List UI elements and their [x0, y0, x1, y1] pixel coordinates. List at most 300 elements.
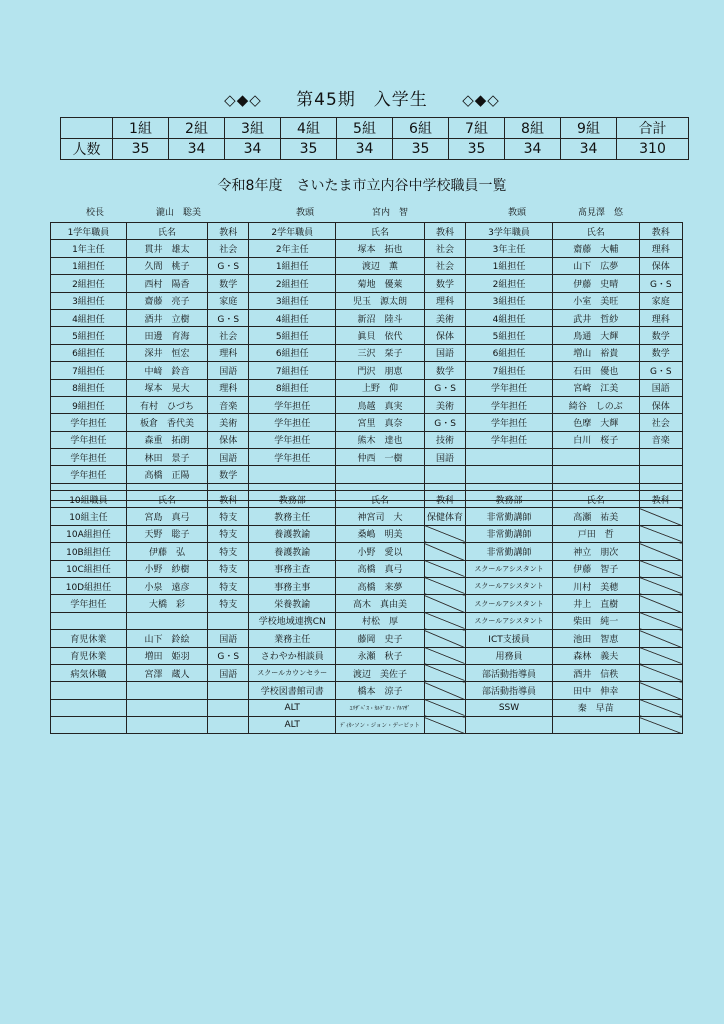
- column-header: 10組職員: [51, 491, 127, 508]
- support-staff-row: [51, 717, 683, 734]
- table-cell: 学年担任: [51, 431, 127, 448]
- table-cell: ｴﾘｻﾞﾍﾞｽ・ｶﾙﾃﾞﾛﾝ・ｱﾙﾏｻﾞ: [336, 699, 425, 716]
- table-cell: 病気休職: [51, 664, 127, 681]
- table-cell: 学校地域連携CN: [249, 612, 336, 629]
- table-cell: 齋藤 大輔: [552, 240, 639, 257]
- table-cell: [639, 682, 682, 699]
- table-cell: [51, 699, 127, 716]
- table-cell: 特支: [208, 508, 249, 525]
- support-staff-row: [51, 682, 683, 699]
- table-cell: 三沢 栞子: [336, 344, 425, 361]
- table-cell: 9組担任: [51, 396, 127, 413]
- table-cell: 小野 紗樹: [126, 560, 207, 577]
- table-cell: 保健体育: [424, 508, 465, 525]
- table-cell: [51, 612, 127, 629]
- table-cell: 部活動指導員: [466, 664, 553, 681]
- support-staff-row: [51, 630, 683, 647]
- table-cell: 鳥越 真実: [336, 396, 425, 413]
- principal-line: [86, 205, 215, 218]
- table-cell: 菊地 優萊: [336, 275, 425, 292]
- table-cell: G・S: [639, 275, 682, 292]
- table-cell: 3組担任: [51, 292, 127, 309]
- table-cell: [639, 664, 682, 681]
- table-cell: [208, 699, 249, 716]
- table-cell: 深井 恒宏: [126, 344, 207, 361]
- grade-staff-row: [51, 344, 683, 361]
- support-staff-row: [51, 612, 683, 629]
- table-cell: 家庭: [639, 292, 682, 309]
- grade-staff-row: [51, 431, 683, 448]
- table-cell: [639, 466, 682, 483]
- table-cell: 非常勤講師: [466, 525, 553, 542]
- table-cell: 特支: [208, 577, 249, 594]
- table-cell: 齋藤 亮子: [126, 292, 207, 309]
- table-cell: 伊藤 史晴: [552, 275, 639, 292]
- table-cell: [424, 612, 465, 629]
- table-cell: 橋本 涼子: [336, 682, 425, 699]
- table-cell: 非常勤講師: [466, 508, 553, 525]
- table-cell: [424, 525, 465, 542]
- support-staff-header-row: [51, 491, 683, 508]
- table-cell: 業務主任: [249, 630, 336, 647]
- table-cell: 高橋 来夢: [336, 577, 425, 594]
- table-cell: ALT: [249, 717, 336, 734]
- column-header: 氏名: [336, 491, 425, 508]
- table-cell: 西村 陽香: [126, 275, 207, 292]
- table-cell: 学年担任: [466, 431, 553, 448]
- table-cell: 新沼 陸斗: [336, 309, 425, 326]
- table-cell: 10B組担任: [51, 543, 127, 560]
- table-cell: 国語: [424, 449, 465, 466]
- column-header: 教科: [639, 223, 682, 240]
- vice-principal-line-1: [296, 205, 422, 218]
- grade-staff-row: [51, 466, 683, 483]
- grade-staff-row: [51, 414, 683, 431]
- table-cell: 宮里 真奈: [336, 414, 425, 431]
- table-cell: 貫井 雄太: [126, 240, 207, 257]
- table-cell: 渡辺 薫: [336, 257, 425, 274]
- table-cell: 5組担任: [249, 327, 336, 344]
- table-cell: [639, 577, 682, 594]
- table-cell: 眞貝 依代: [336, 327, 425, 344]
- table-cell: 美術: [424, 309, 465, 326]
- table-cell: G・S: [424, 379, 465, 396]
- table-cell: 社会: [639, 414, 682, 431]
- table-cell: 武井 哲紗: [552, 309, 639, 326]
- grade-staff-row: [51, 396, 683, 413]
- table-cell: 国語: [424, 344, 465, 361]
- table-cell: 2組担任: [466, 275, 553, 292]
- table-cell: 国語: [208, 449, 249, 466]
- support-staff-table: [50, 490, 683, 734]
- table-cell: [424, 630, 465, 647]
- table-cell: 森重 拓朗: [126, 431, 207, 448]
- table-cell: [424, 717, 465, 734]
- table-cell: ALT: [249, 699, 336, 716]
- table-cell: [639, 595, 682, 612]
- table-cell: 井上 直樹: [552, 595, 639, 612]
- table-cell: 7組担任: [249, 362, 336, 379]
- table-cell: 社会: [208, 240, 249, 257]
- table-cell: 技術: [424, 431, 465, 448]
- table-cell: ICT支援員: [466, 630, 553, 647]
- support-staff-row: [51, 647, 683, 664]
- table-cell: [424, 682, 465, 699]
- table-cell: [639, 543, 682, 560]
- table-cell: 7組担任: [466, 362, 553, 379]
- grade-staff-row: [51, 309, 683, 326]
- table-cell: [126, 612, 207, 629]
- table-cell: 8組担任: [51, 379, 127, 396]
- table-cell: 理科: [639, 240, 682, 257]
- table-cell: [639, 449, 682, 466]
- table-cell: 仲西 一樹: [336, 449, 425, 466]
- table-cell: 学年担任: [466, 379, 553, 396]
- table-cell: 理科: [208, 379, 249, 396]
- table-cell: 社会: [208, 327, 249, 344]
- table-cell: 4組担任: [466, 309, 553, 326]
- table-cell: 社会: [424, 240, 465, 257]
- table-cell: 山下 広夢: [552, 257, 639, 274]
- table-cell: 塚本 晃大: [126, 379, 207, 396]
- table-cell: 非常勤講師: [466, 543, 553, 560]
- column-header: 教務部: [466, 491, 553, 508]
- table-cell: 美術: [208, 414, 249, 431]
- table-cell: 柴田 純一: [552, 612, 639, 629]
- table-cell: 事務主査: [249, 560, 336, 577]
- table-cell: 特支: [208, 560, 249, 577]
- enrollment-count-row: [61, 139, 689, 160]
- table-cell: [424, 577, 465, 594]
- column-header: 氏名: [336, 223, 425, 240]
- table-cell: 国語: [208, 664, 249, 681]
- table-cell: 学年担任: [249, 431, 336, 448]
- table-cell: [208, 612, 249, 629]
- table-cell: 10A組担任: [51, 525, 127, 542]
- column-header: 教務部: [249, 491, 336, 508]
- table-cell: [639, 647, 682, 664]
- enrollment-heading-text: 第45期 入学生: [296, 90, 428, 110]
- table-cell: 学年担任: [51, 414, 127, 431]
- table-cell: 増山 裕貴: [552, 344, 639, 361]
- table-cell: 田邊 育海: [126, 327, 207, 344]
- table-cell: 山下 鈴絵: [126, 630, 207, 647]
- table-cell: 国語: [208, 630, 249, 647]
- table-cell: 養護教諭: [249, 525, 336, 542]
- table-cell: 1年主任: [51, 240, 127, 257]
- table-cell: 6組担任: [51, 344, 127, 361]
- table-cell: 中﨑 鈴音: [126, 362, 207, 379]
- table-cell: さわやか相談員: [249, 647, 336, 664]
- table-cell: G・S: [639, 362, 682, 379]
- table-cell: スクールアシスタント: [466, 612, 553, 629]
- table-cell: 栄養教諭: [249, 595, 336, 612]
- table-cell: 酒井 信秩: [552, 664, 639, 681]
- table-cell: 神立 朋次: [552, 543, 639, 560]
- table-cell: [51, 682, 127, 699]
- table-cell: [639, 560, 682, 577]
- column-header: 2学年職員: [249, 223, 336, 240]
- grade-staff-row: [51, 327, 683, 344]
- column-header: 教科: [208, 491, 249, 508]
- table-cell: 5組担任: [51, 327, 127, 344]
- table-cell: 宮澤 蔵人: [126, 664, 207, 681]
- table-cell: 桑嶋 明美: [336, 525, 425, 542]
- table-cell: 養護教諭: [249, 543, 336, 560]
- table-cell: [126, 699, 207, 716]
- table-cell: 増田 姫羽: [126, 647, 207, 664]
- table-cell: 7組担任: [51, 362, 127, 379]
- table-cell: 熊木 達也: [336, 431, 425, 448]
- grade-staff-row: [51, 275, 683, 292]
- table-cell: 白川 桜子: [552, 431, 639, 448]
- table-cell: 保体: [208, 431, 249, 448]
- table-cell: 板倉 香代美: [126, 414, 207, 431]
- enrollment-total-cell: 310: [617, 139, 689, 160]
- support-staff-row: [51, 577, 683, 594]
- table-cell: 社会: [424, 257, 465, 274]
- table-cell: 部活動指導員: [466, 682, 553, 699]
- table-cell: 教務主任: [249, 508, 336, 525]
- enrollment-header-row: [61, 118, 689, 139]
- table-cell: 大橋 彩: [126, 595, 207, 612]
- table-cell: 保体: [639, 396, 682, 413]
- table-cell: 1組担任: [466, 257, 553, 274]
- support-staff-row: [51, 699, 683, 716]
- table-cell: 藤岡 史子: [336, 630, 425, 647]
- table-cell: 理科: [208, 344, 249, 361]
- table-cell: [639, 630, 682, 647]
- table-cell: 高橋 真弓: [336, 560, 425, 577]
- table-cell: 伊藤 弘: [126, 543, 207, 560]
- table-cell: [639, 612, 682, 629]
- leader-role: 校長: [86, 208, 105, 218]
- table-cell: [424, 699, 465, 716]
- table-cell: 鳥通 大輝: [552, 327, 639, 344]
- table-cell: 学年担任: [466, 396, 553, 413]
- table-cell: 学年担任: [466, 414, 553, 431]
- table-cell: 学年担任: [249, 414, 336, 431]
- table-cell: 理科: [424, 292, 465, 309]
- table-cell: 4組担任: [249, 309, 336, 326]
- table-cell: 数学: [639, 327, 682, 344]
- table-cell: [249, 466, 336, 483]
- table-cell: 4組担任: [51, 309, 127, 326]
- column-header: 3学年職員: [466, 223, 553, 240]
- column-header: 氏名: [126, 491, 207, 508]
- enrollment-header-cell: 5組: [337, 118, 393, 139]
- table-cell: 学年担任: [249, 396, 336, 413]
- table-cell: 村松 厚: [336, 612, 425, 629]
- table-cell: SSW: [466, 699, 553, 716]
- column-header: 氏名: [126, 223, 207, 240]
- column-header: 教科: [424, 491, 465, 508]
- table-cell: 1組担任: [51, 257, 127, 274]
- table-cell: 数学: [208, 275, 249, 292]
- table-cell: 久間 桃子: [126, 257, 207, 274]
- table-cell: 3組担任: [249, 292, 336, 309]
- leader-role: 教頭: [296, 208, 315, 218]
- table-cell: 門沢 朋恵: [336, 362, 425, 379]
- grade-staff-row: [51, 379, 683, 396]
- table-cell: 数学: [639, 344, 682, 361]
- table-cell: [424, 647, 465, 664]
- enrollment-header-cell: 9組: [561, 118, 617, 139]
- table-cell: 学年担任: [249, 449, 336, 466]
- table-cell: [126, 717, 207, 734]
- column-header: 教科: [424, 223, 465, 240]
- table-cell: スクールアシスタント: [466, 595, 553, 612]
- enrollment-row-label: 人数: [61, 139, 113, 160]
- table-cell: 神宮司 大: [336, 508, 425, 525]
- table-cell: 小泉 遠彦: [126, 577, 207, 594]
- enrollment-heading: [0, 85, 724, 110]
- table-cell: 田中 伸幸: [552, 682, 639, 699]
- enrollment-count-cell: 34: [169, 139, 225, 160]
- table-cell: スクールカウンセラー: [249, 664, 336, 681]
- table-cell: [208, 717, 249, 734]
- table-cell: 数学: [424, 275, 465, 292]
- table-cell: 3年主任: [466, 240, 553, 257]
- table-cell: 6組担任: [466, 344, 553, 361]
- table-cell: 2組担任: [249, 275, 336, 292]
- table-cell: 林田 景子: [126, 449, 207, 466]
- table-cell: 川村 美穂: [552, 577, 639, 594]
- table-cell: 8組担任: [249, 379, 336, 396]
- table-cell: 5組担任: [466, 327, 553, 344]
- grade-staff-row: [51, 257, 683, 274]
- grade-staff-row: [51, 449, 683, 466]
- table-cell: スクールアシスタント: [466, 560, 553, 577]
- table-cell: 3組担任: [466, 292, 553, 309]
- table-cell: [639, 717, 682, 734]
- table-cell: 6組担任: [249, 344, 336, 361]
- column-header: 1学年職員: [51, 223, 127, 240]
- enrollment-count-cell: 35: [113, 139, 169, 160]
- table-cell: 特支: [208, 543, 249, 560]
- table-cell: 児玉 源太朗: [336, 292, 425, 309]
- table-cell: [424, 664, 465, 681]
- table-cell: [639, 508, 682, 525]
- enrollment-count-cell: 35: [449, 139, 505, 160]
- table-cell: 小室 美旺: [552, 292, 639, 309]
- table-cell: [639, 699, 682, 716]
- table-cell: 美術: [424, 396, 465, 413]
- column-header: 教科: [208, 223, 249, 240]
- enrollment-header-cell: 合計: [617, 118, 689, 139]
- table-cell: 用務員: [466, 647, 553, 664]
- table-cell: 小野 愛以: [336, 543, 425, 560]
- table-cell: 数学: [424, 362, 465, 379]
- column-header: 教科: [639, 491, 682, 508]
- table-cell: [424, 560, 465, 577]
- table-cell: [466, 717, 553, 734]
- table-cell: スクールアシスタント: [466, 577, 553, 594]
- table-cell: 学校図書館司書: [249, 682, 336, 699]
- table-cell: [466, 449, 553, 466]
- grade-staff-row: [51, 292, 683, 309]
- heading-marks-left: ◇◆◇: [224, 91, 262, 109]
- table-cell: ﾃﾞｨｶｰソン・ジョン・デービット: [336, 717, 425, 734]
- table-cell: [336, 466, 425, 483]
- enrollment-header-cell: 1組: [113, 118, 169, 139]
- table-cell: 塚本 拓也: [336, 240, 425, 257]
- table-cell: 育児休業: [51, 630, 127, 647]
- support-staff-row: [51, 560, 683, 577]
- grade-staff-row: [51, 240, 683, 257]
- staff-list-title: 令和8年度 さいたま市立内谷中学校職員一覧: [217, 178, 507, 194]
- enrollment-header-cell: 3組: [225, 118, 281, 139]
- enrollment-table: [60, 117, 689, 160]
- vice-principal-line-2: [508, 205, 637, 218]
- table-cell: G・S: [208, 257, 249, 274]
- support-staff-row: [51, 664, 683, 681]
- table-cell: 国語: [208, 362, 249, 379]
- table-cell: 秦 早苗: [552, 699, 639, 716]
- table-cell: 保体: [639, 257, 682, 274]
- table-cell: 戸田 哲: [552, 525, 639, 542]
- table-cell: 10組主任: [51, 508, 127, 525]
- table-cell: 1組担任: [249, 257, 336, 274]
- table-cell: 高瀬 祐美: [552, 508, 639, 525]
- table-cell: [466, 466, 553, 483]
- table-cell: 学年担任: [51, 449, 127, 466]
- table-cell: 育児休業: [51, 647, 127, 664]
- table-cell: 保体: [424, 327, 465, 344]
- table-cell: [639, 525, 682, 542]
- support-staff-row: [51, 543, 683, 560]
- table-cell: 酒井 立樹: [126, 309, 207, 326]
- table-cell: 数学: [208, 466, 249, 483]
- table-cell: 特支: [208, 525, 249, 542]
- heading-marks-right: ◇◆◇: [462, 91, 500, 109]
- table-cell: 綺谷 しのぶ: [552, 396, 639, 413]
- table-cell: G・S: [208, 647, 249, 664]
- table-cell: 宮崎 江美: [552, 379, 639, 396]
- enrollment-header-cell: 4組: [281, 118, 337, 139]
- table-cell: [208, 682, 249, 699]
- table-cell: 10D組担任: [51, 577, 127, 594]
- enrollment-count-cell: 35: [393, 139, 449, 160]
- table-cell: 渡辺 美佐子: [336, 664, 425, 681]
- support-staff-row: [51, 525, 683, 542]
- enrollment-count-cell: 34: [561, 139, 617, 160]
- table-cell: [552, 717, 639, 734]
- enrollment-count-cell: 34: [337, 139, 393, 160]
- enrollment-header-cell: 2組: [169, 118, 225, 139]
- table-cell: 天野 聡子: [126, 525, 207, 542]
- table-cell: 2組担任: [51, 275, 127, 292]
- enrollment-count-cell: 34: [505, 139, 561, 160]
- table-cell: 高橋 正陽: [126, 466, 207, 483]
- table-cell: [51, 717, 127, 734]
- table-cell: 有村 ひづち: [126, 396, 207, 413]
- table-cell: 池田 智恵: [552, 630, 639, 647]
- table-cell: 理科: [639, 309, 682, 326]
- table-cell: G・S: [424, 414, 465, 431]
- enrollment-count-cell: 35: [281, 139, 337, 160]
- table-cell: 石田 優也: [552, 362, 639, 379]
- table-cell: 伊藤 智子: [552, 560, 639, 577]
- table-cell: 学年担任: [51, 466, 127, 483]
- leader-name: 宮内 智: [372, 208, 409, 218]
- table-cell: 2年主任: [249, 240, 336, 257]
- table-cell: G・S: [208, 309, 249, 326]
- support-staff-row: [51, 595, 683, 612]
- grade-staff-table: [50, 222, 683, 501]
- table-cell: [424, 543, 465, 560]
- table-cell: [552, 466, 639, 483]
